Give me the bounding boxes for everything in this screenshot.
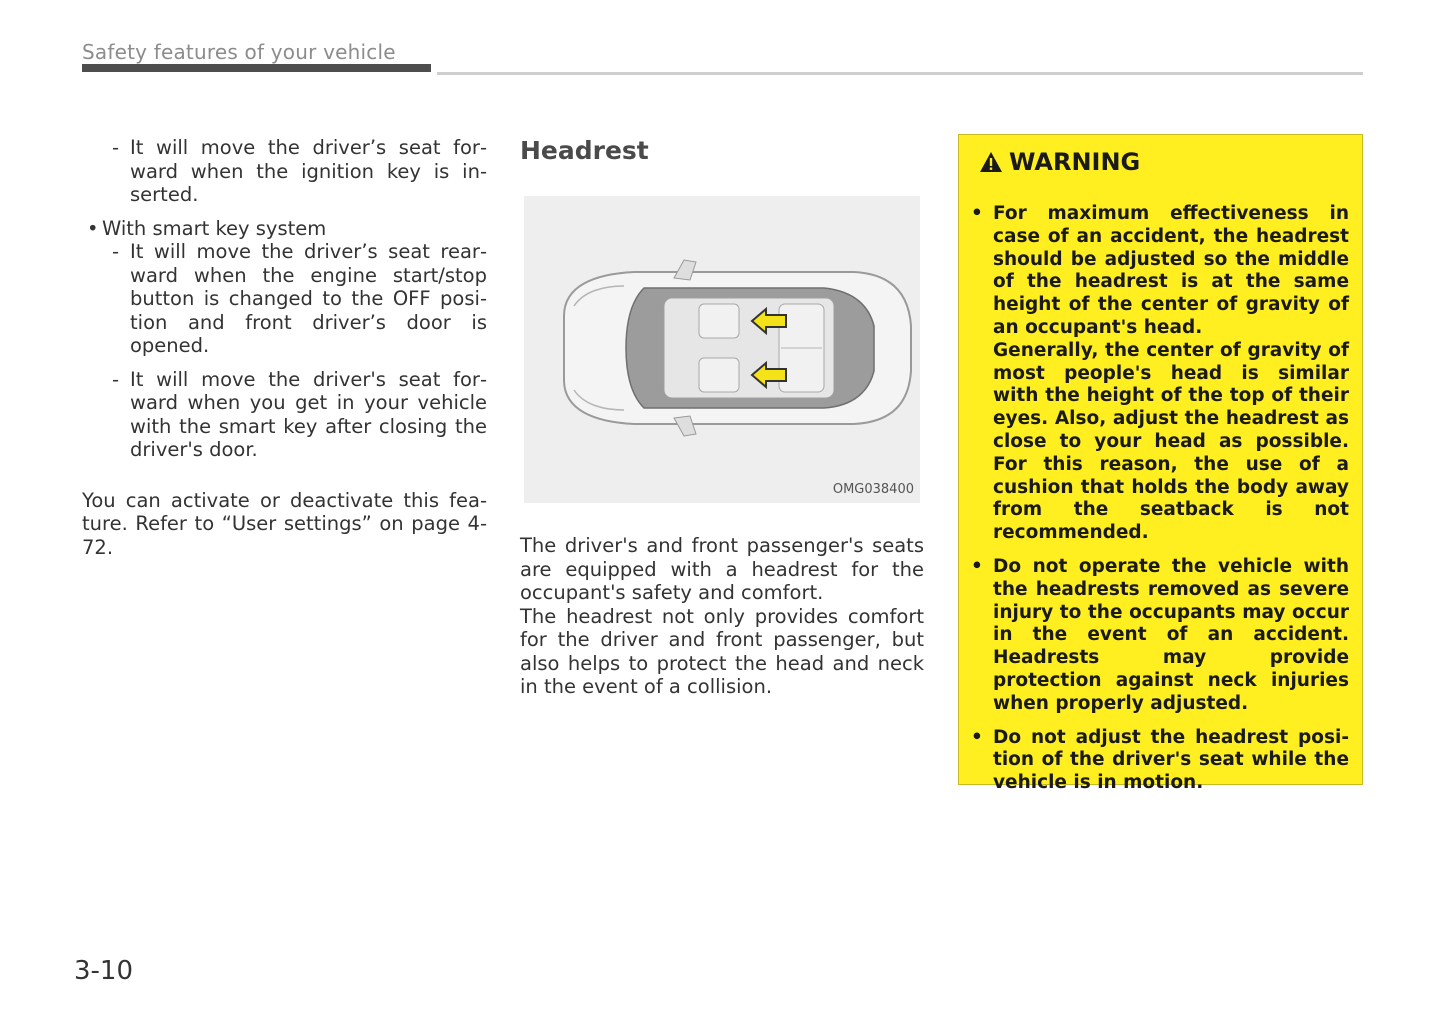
list-item-text: It will move the driver’s seat rearward when the engine start/stop button is changed to the OFF position and front driver’s door is opened. xyxy=(130,240,487,357)
bullet-marker: • xyxy=(971,203,983,224)
headrest-paragraph-2: The headrest not only provides comfort for the driver and front passenger, but also helps to protect the head and neck in the event of a collision. xyxy=(520,604,924,698)
warning-text: Do not adjust the headrest position of the driver's seat while the vehicle is in motion. xyxy=(993,726,1349,794)
warning-box xyxy=(958,134,1363,794)
list-item-text: It will move the driver's seat forward when you get in your vehicle with the smart key after closing the driver's door. xyxy=(130,367,487,461)
headrest-paragraph-1: The driver's and front passenger's seats are equipped with a headrest for the occupant's safety and comfort. xyxy=(520,534,924,604)
warning-text: Generally, the center of gravity of most people's head is similar with the height of the top of their eyes. Also, adjust the headrest as close to your head as possible. For this reason, the use of a cushion that holds the body away from the seatback is not recommended. xyxy=(993,339,1349,544)
bullet-item-smart-key xyxy=(82,217,487,241)
warning-list xyxy=(971,203,1349,806)
warning-item xyxy=(971,203,1349,545)
bullet-marker: • xyxy=(971,726,983,748)
header-rule-light xyxy=(437,72,1363,75)
section-heading: Headrest xyxy=(520,136,649,165)
warning-title-text: WARNING xyxy=(1009,148,1141,176)
list-item xyxy=(82,368,487,462)
bullet-marker: • xyxy=(87,216,99,240)
header-rule-dark xyxy=(82,64,431,72)
dash-marker: - xyxy=(112,240,120,263)
list-item xyxy=(82,136,487,207)
page-number: 3-10 xyxy=(74,956,134,986)
warning-item xyxy=(971,556,1349,716)
dash-marker: - xyxy=(112,367,120,391)
running-header: Safety features of your vehicle xyxy=(82,40,396,64)
car-top-view-illustration xyxy=(524,196,920,503)
user-settings-paragraph: You can activate or deactivate this feature. Refer to “User settings” on page 4-72. xyxy=(82,488,487,559)
left-column xyxy=(82,136,487,559)
headrest-figure xyxy=(524,196,920,503)
warning-text: Do not operate the vehicle with the headrests removed as severe injury to the occupants may occur in the event of an accident. Headrests may provide protection against neck injuries when properly adjusted. xyxy=(993,555,1349,714)
warning-triangle-icon xyxy=(979,151,1003,173)
headrest-description xyxy=(520,534,924,699)
list-item xyxy=(82,240,487,358)
warning-item xyxy=(971,727,1349,795)
dash-marker: - xyxy=(112,136,120,159)
warning-title xyxy=(979,148,1140,176)
list-item-text: It will move the driver’s seat forward when the ignition key is inserted. xyxy=(130,136,487,206)
warning-text: For maximum effectiveness in case of an accident, the headrest should be adjusted so the middle of the headrest is at the same height of the center of gravity of an occupant's head. xyxy=(993,203,1349,338)
bullet-text: With smart key system xyxy=(102,216,327,240)
figure-code: OMG038400 xyxy=(832,482,914,497)
bullet-marker: • xyxy=(971,555,983,577)
